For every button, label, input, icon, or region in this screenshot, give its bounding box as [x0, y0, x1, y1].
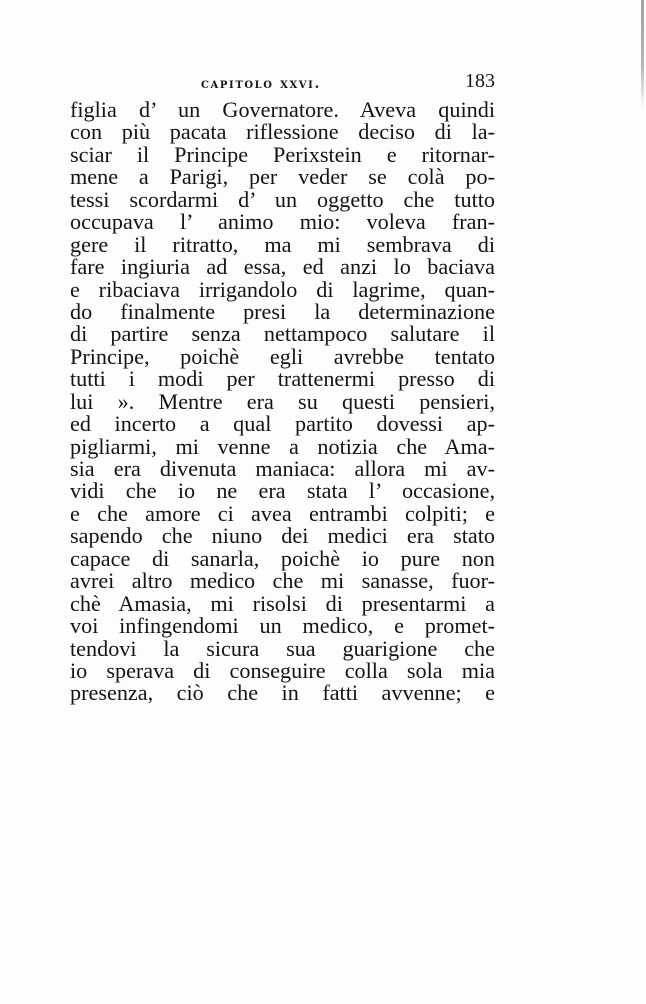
text-line: tessi scordarmi d’ un oggetto che tutto — [70, 186, 495, 212]
text-line: voi infingendomi un medico, e promet- — [70, 613, 495, 639]
text-line: do finalmente presi la determinazione — [70, 298, 495, 324]
text-line: avrei altro medico che mi sanasse, fuor- — [70, 568, 495, 594]
text-line: con più pacata riflessione deciso di la- — [70, 119, 495, 145]
chapter-title: capitolo xxvi. — [201, 76, 321, 92]
text-line: ed incerto a qual partito dovessi ap- — [70, 411, 495, 437]
text-line: io sperava di conseguire colla sola mia — [70, 657, 495, 683]
text-line: occupava l’ animo mio: voleva fran- — [70, 209, 495, 235]
text-line: gere il ritratto, ma mi sembrava di — [70, 231, 495, 257]
text-line: e che amore ci avea entrambi colpiti; e — [70, 500, 495, 526]
text-line: chè Amasia, mi risolsi di presentarmi a — [70, 590, 495, 616]
page-edge-shadow — [641, 0, 644, 110]
text-line: sia era divenuta maniaca: allora mi av- — [70, 456, 495, 481]
page-number: 183 — [465, 70, 495, 92]
text-line: di partire senza nettampoco salutare il — [70, 321, 495, 347]
text-line: vidi che io ne era stata l’ occasione, — [70, 478, 495, 504]
body-text — [70, 99, 495, 705]
text-line: tutti i modi per trattenermi presso di — [70, 366, 495, 392]
text-line: figlia d’ un Governatore. Aveva quindi — [70, 97, 495, 122]
running-head — [70, 72, 495, 96]
text-line: sapendo che niuno dei medici era stato — [70, 523, 495, 549]
text-line: sciar il Principe Perixstein e ritornar- — [70, 141, 495, 167]
text-line: mene a Parigi, per veder se colà po- — [70, 164, 495, 190]
text-line: lui ». Mentre era su questi pensieri, — [70, 388, 495, 414]
text-line: tendovi la sicura sua guarigione che — [70, 635, 495, 661]
text-line: fare ingiuria ad essa, ed anzi lo baciava — [70, 254, 495, 280]
text-line: pigliarmi, mi venne a notizia che Ama- — [70, 433, 495, 459]
text-line: capace di sanarla, poichè io pure non — [70, 545, 495, 571]
text-line: e ribaciava irrigandolo di lagrime, quan- — [70, 276, 495, 302]
text-line: Principe, poichè egli avrebbe tentato — [70, 343, 495, 369]
text-line: presenza, ciò che in fatti avvenne; e — [70, 680, 495, 706]
